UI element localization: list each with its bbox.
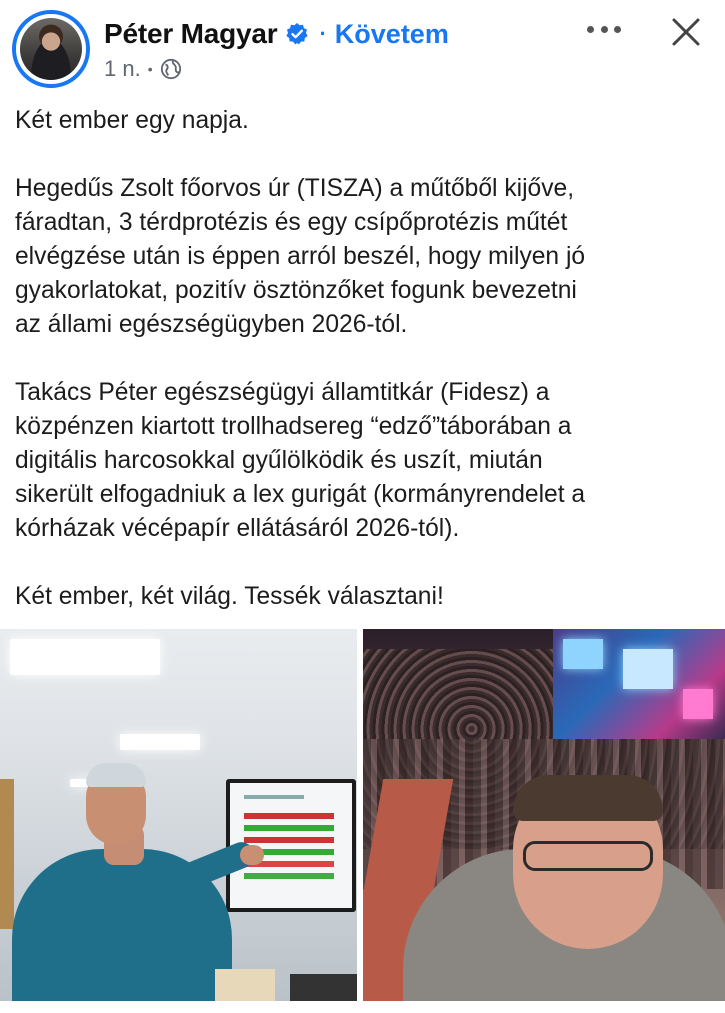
- author-row: [104, 16, 449, 52]
- crowd-selfie-photo[interactable]: [363, 629, 725, 1001]
- globe-icon: [160, 58, 182, 80]
- more-dots-icon[interactable]: [587, 26, 621, 38]
- surgeon-photo[interactable]: [0, 629, 357, 1001]
- meta-separator: •: [147, 61, 153, 77]
- post-meta: [104, 54, 182, 84]
- post-paragraph-2: Hegedűs Zsolt főorvos úr (TISZA) a műtőből kijőve, fáradtan, 3 térdprotézis és egy csípőprotézis műtét elvégzése után is éppen arról beszél, hogy milyen jó gyakorlatokat, pozitív ösztönzőket fogunk bevezetni az állami egészségügyben 2026-tól.: [15, 175, 586, 338]
- post-paragraph-3: Takács Péter egészségügyi államtitkár (Fidesz) a közpénzen kiartott trollhadsereg “edző”táborában a digitális harcosokkal gyűlölködik és uszít, miután sikerült elfogadniuk a lex gurigát (kormányrendelet a kórházak vécépapír ellátásáról 2026-tól).: [15, 379, 586, 542]
- post-timestamp[interactable]: 1 n.: [104, 56, 141, 81]
- post-body: [15, 104, 715, 614]
- author-name[interactable]: Péter Magyar: [104, 18, 278, 49]
- profile-picture: [20, 18, 82, 80]
- avatar[interactable]: [12, 10, 90, 88]
- follow-button[interactable]: Követem: [334, 18, 449, 49]
- post-header: [0, 0, 725, 92]
- post-paragraph-1: Két ember egy napja.: [15, 107, 249, 134]
- verified-badge-icon: [285, 22, 309, 46]
- post-paragraph-4: Két ember, két világ. Tessék választani!: [15, 583, 444, 610]
- close-icon[interactable]: [669, 15, 703, 49]
- stage-lights: [553, 629, 725, 739]
- separator-dot: ·: [319, 21, 327, 46]
